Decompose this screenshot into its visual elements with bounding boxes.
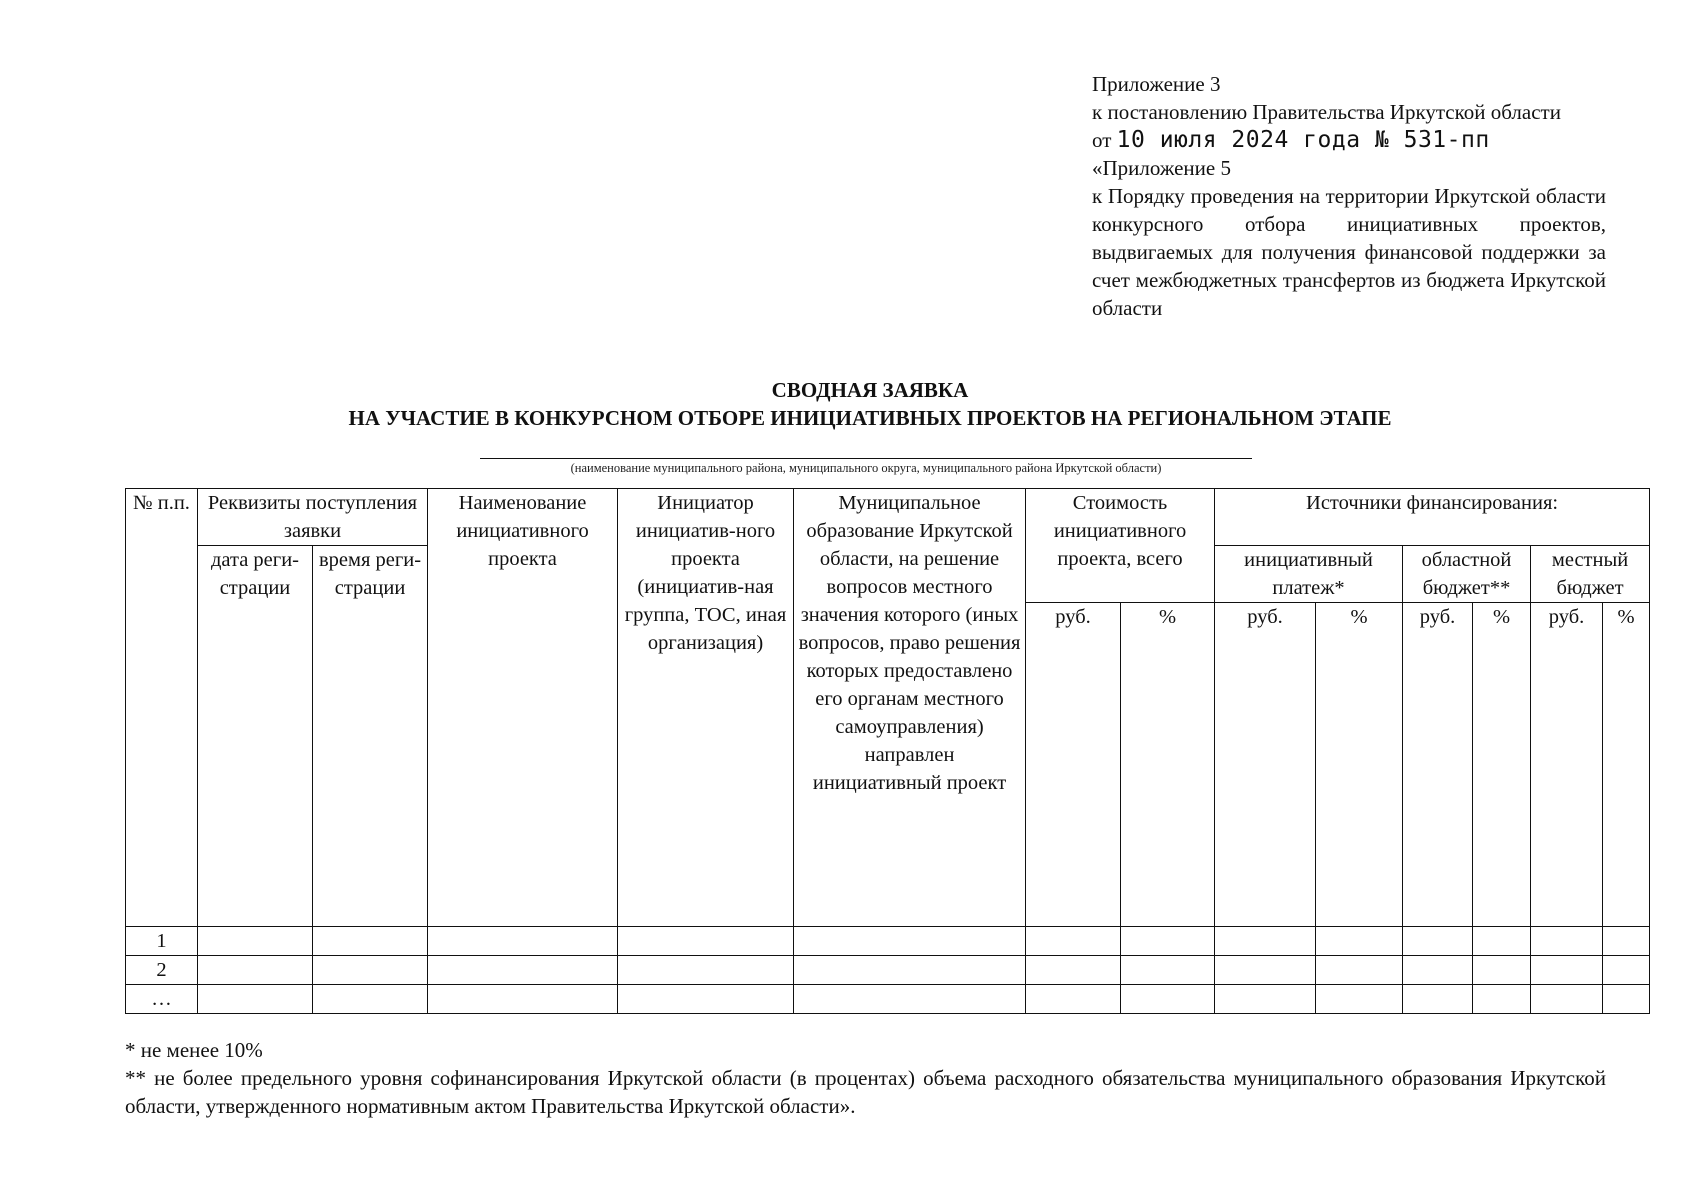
table-cell (794, 985, 1026, 1014)
table-cell (1316, 927, 1403, 956)
table-cell (1026, 956, 1121, 985)
header-cost: Стоимость инициативного проекта, всего (1026, 489, 1215, 603)
footnote-1: * не менее 10% (125, 1038, 263, 1062)
table-cell (1531, 927, 1603, 956)
header-number: № п.п. (126, 489, 198, 927)
footnote-2: ** не более предельного уровня софинансирования Иркутской области (в процентах) объема расходного обязательства муниципального образования Иркутской области, утвержденного нормативным актом Правительства Иркутской области». (125, 1066, 1606, 1118)
row-number: 1 (126, 927, 198, 956)
table-cell (198, 927, 313, 956)
table-cell (618, 927, 794, 956)
appendix-procedure: к Порядку проведения на территории Иркутской области конкурсного отбора инициативных проектов, выдвигаемых для получения финансовой поддержки за счет межбюджетных трансфертов из бюджета Иркутской области (1092, 184, 1606, 320)
table-cell (1316, 985, 1403, 1014)
table-cell (313, 985, 428, 1014)
date-prefix: от (1092, 128, 1112, 152)
table-row (126, 927, 1650, 956)
document-title (120, 376, 1620, 432)
header-initiator: Инициатор инициатив-ного проекта (инициатив-ная группа, ТОС, иная организация) (618, 489, 794, 927)
table-cell (428, 985, 618, 1014)
municipality-fill-line (480, 458, 1252, 459)
table-row (126, 985, 1650, 1014)
appendix-original-number: «Приложение 5 (1092, 156, 1231, 180)
appendix-number: Приложение 3 (1092, 72, 1221, 96)
header-sources: Источники финансирования: (1215, 489, 1650, 546)
table-cell (1121, 985, 1215, 1014)
table-cell (1215, 927, 1316, 956)
header-project-name: Наименование инициативного проекта (428, 489, 618, 927)
unit-cost-rub: руб. (1026, 603, 1121, 927)
table-cell (1026, 985, 1121, 1014)
unit-local-rub: руб. (1531, 603, 1603, 927)
footnotes (125, 1036, 1606, 1120)
table-cell (1121, 927, 1215, 956)
table-cell (1316, 956, 1403, 985)
table-cell (1473, 927, 1531, 956)
appendix-date-line (1092, 126, 1606, 154)
table-cell (1603, 985, 1650, 1014)
row-number: 2 (126, 956, 198, 985)
table-cell (794, 927, 1026, 956)
table-cell (1603, 927, 1650, 956)
unit-regional-rub: руб. (1403, 603, 1473, 927)
municipality-caption: (наименование муниципального района, муниципального округа, муниципального района Иркутской области) (570, 461, 1162, 475)
table-cell (618, 956, 794, 985)
row-number: … (126, 985, 198, 1014)
application-table (125, 488, 1650, 1014)
table-cell (313, 956, 428, 985)
table-row (126, 956, 1650, 985)
table-cell (198, 985, 313, 1014)
table-cell (198, 956, 313, 985)
header-municipality: Муниципальное образование Иркутской области, на решение вопросов местного значения которого (иных вопросов, право решения которых предоставлено его органам местного самоуправления) направлен инициативный проект (794, 489, 1026, 927)
table-cell (1215, 956, 1316, 985)
unit-local-percent: % (1603, 603, 1650, 927)
table-cell (1403, 927, 1473, 956)
table-cell (1603, 956, 1650, 985)
title-line-1: СВОДНАЯ ЗАЯВКА (771, 378, 969, 402)
unit-initiative-percent: % (1316, 603, 1403, 927)
decree-date: 10 июля 2024 года № 531-пп (1116, 127, 1490, 153)
unit-cost-percent: % (1121, 603, 1215, 927)
appendix-decree: к постановлению Правительства Иркутской области (1092, 100, 1561, 124)
table-cell (428, 927, 618, 956)
appendix-header (1092, 70, 1606, 322)
table-cell (1215, 985, 1316, 1014)
table-cell (794, 956, 1026, 985)
unit-regional-percent: % (1473, 603, 1531, 927)
table-cell (428, 956, 618, 985)
table-cell (1403, 985, 1473, 1014)
header-initiative-payment: инициативный платеж* (1215, 546, 1403, 603)
header-reg-date: дата реги-страции (198, 546, 313, 927)
table-cell (313, 927, 428, 956)
table-cell (1403, 956, 1473, 985)
table-cell (1473, 985, 1531, 1014)
header-reg-time: время реги-страции (313, 546, 428, 927)
table-cell (1531, 985, 1603, 1014)
table-cell (1121, 956, 1215, 985)
table-cell (1026, 927, 1121, 956)
header-requisites: Реквизиты поступления заявки (198, 489, 428, 546)
header-regional-budget: областной бюджет** (1403, 546, 1531, 603)
title-line-2: НА УЧАСТИЕ В КОНКУРСНОМ ОТБОРЕ ИНИЦИАТИВНЫХ ПРОЕКТОВ НА РЕГИОНАЛЬНОМ ЭТАПЕ (348, 406, 1392, 430)
table-cell (618, 985, 794, 1014)
table-cell (1473, 956, 1531, 985)
header-local-budget: местный бюджет (1531, 546, 1650, 603)
table-cell (1531, 956, 1603, 985)
unit-initiative-rub: руб. (1215, 603, 1316, 927)
